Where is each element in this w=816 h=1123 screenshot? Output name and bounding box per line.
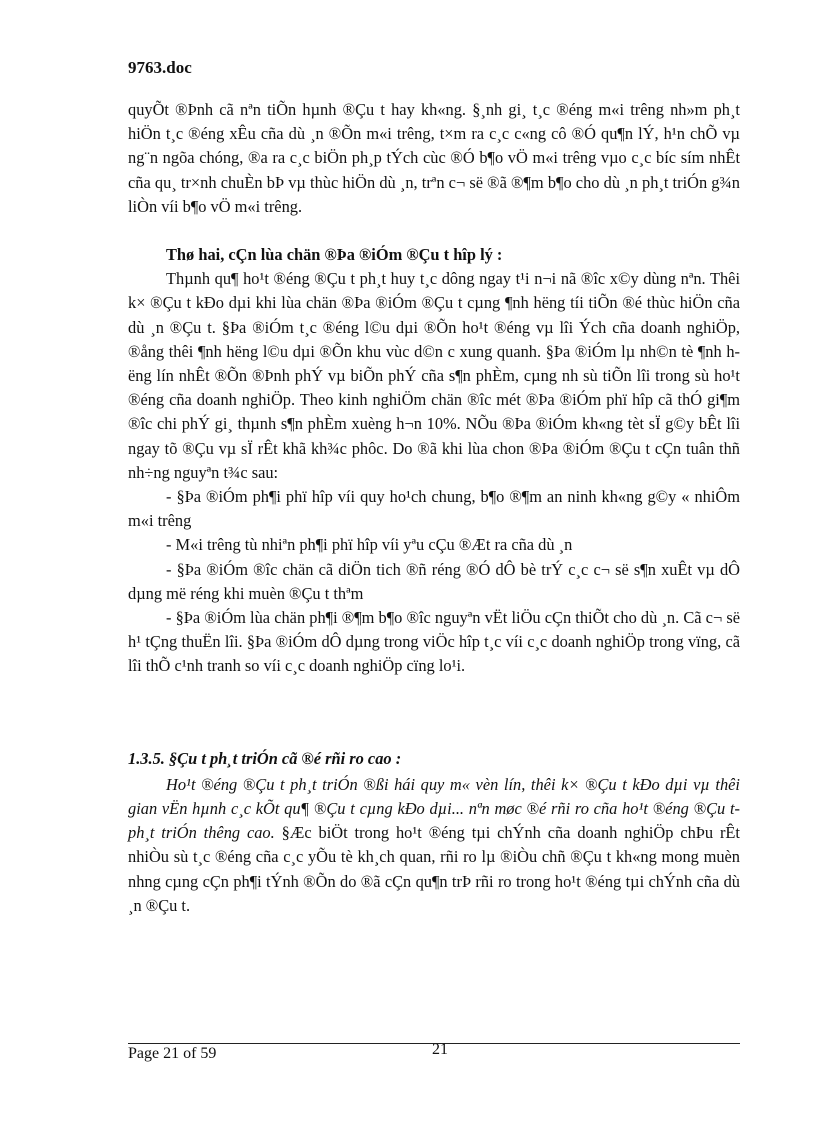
bullet-item: - §Þa ®iÓm ph¶i phï hîp víi quy ho¹ch chung, b¶o ®¶m an ninh kh«ng g©y « nhiÔm m«i trêng: [128, 487, 740, 531]
spacer: [128, 219, 740, 243]
document-filename: 9763.doc: [128, 58, 192, 77]
document-body: [128, 98, 740, 918]
paragraph: [128, 773, 740, 918]
subheading: Thø hai, cÇn lùa chän ®Þa ®iÓm ®Çu t hîp lý :: [166, 245, 503, 265]
paragraph-normal-part: §Æc biÖt trong ho¹t ®éng tµi chÝnh cña doanh nghiÖp chÞu rÊt nhiÒu sù t¸c ®éng cña c¸c yÕu tè kh¸ch quan, rñi ro lµ ®iÒu chñ ®Çu t kh«ng mong muèn nhng cµng cÇn ph¶i tÝnh ®Õn do ®ã cÇn qu¶n trÞ rñi ro trong ho¹t ®éng tµi chÝnh cña dù ¸n ®Çu t.: [128, 823, 740, 915]
bullet-item: - §Þa ®iÓm ®îc chän cã diÖn tich ®ñ réng ®Ó dÔ bè trÝ c¸c c¬ së s¶n xuÊt vµ dÔ dµng më réng khi muèn ®Çu t thªm: [128, 559, 740, 603]
paragraph-italic-part: Ho¹t ®éng ®Çu t ph¸t triÓn ®ßi hái quy m« vèn lín, thêi k× ®Çu t kÐo dµi vµ thêi gian vËn hµnh c¸c kÕt qu¶ ®Çu t cµng kÐo dµi... nªn møc ®é rñi ro cña ho¹t ®éng ®Çu t ph¸t triÓn thêng cao.: [128, 774, 740, 843]
footer-page-number: 21: [432, 1041, 448, 1058]
paragraph: Thµnh qu¶ ho¹t ®éng ®Çu t ph¸t huy t¸c dông ngay t¹i n¬i nã ®îc x©y dùng nªn. Thêi k× ®Çu t kÐo dµi khi lùa chän ®Þa ®iÓm ®Çu t cµng ¶nh hëng tíi tiÕn ®é thùc hiÖn cña dù ¸n ®Çu t. §Þa ®iÓm t¸c ®éng l©u dµi ®Õn ho¹t ®éng vµ lîi Ých cña doanh nghiÖp, ®ång thêi ¶nh hëng l©u dµi ®Õn khu vùc d©n c xung quanh. §Þa ®iÓm lµ nh©n tè ¶nh hëng lín nhÊt ®Õn ®Þnh phÝ vµ biÕn phÝ cña s¶n phÈm, cµng nh sù tiÕn lîi trong sù ho¹t ®éng cña doanh nghiÖp. Theo kinh nghiÖm chän ®îc mét ®Þa ®iÓm phï hîp cã thÓ gi¶m ®îc chi phÝ gi¸ thµnh s¶n phÈm xuèng h¬n 10%. NÕu ®Þa ®iÓm kh«ng tèt sÏ g©y bÊt lîi ngay tõ ®Çu vµ sÏ rÊt khã kh¾c phôc. Do ®ã khi lùa chon ®Þa ®iÓm ®Çu t cÇn tuân thñ nh÷ng nguyªn t¾c sau:: [128, 269, 740, 482]
paragraph: quyÕt ®Þnh cã nªn tiÕn hµnh ®Çu t hay kh«ng. §¸nh gi¸ t¸c ®éng m«i trêng nh»m ph¸t hiÖn t¸c ®éng xÊu cña dù ¸n ®Õn m«i trêng, t×m ra c¸c c«ng cô ®Ó qu¶n lÝ, h¹n chÕ vµ ng¨n ngõa chóng, ®a ra c¸c biÖn ph¸p tÝch cùc ®Ó b¶o vÖ m«i trêng vµo c¸c bíc sím nhÊt cña qu¸ tr×nh chuÈn bÞ vµ thùc hiÖn dù ¸n, trªn c¬ së ®ã ®¶m b¶o cho dù ¸n ph¸t triÓn g¾n liÒn víi b¶o vÖ m«i trêng.: [128, 100, 740, 216]
bullet-item: - M«i trêng tù nhiªn ph¶i phï hîp víi yªu cÇu ®Æt ra cña dù ¸n: [166, 535, 573, 555]
footer-page-label: Page 21 of 59: [128, 1045, 217, 1062]
bullet-item: - §Þa ®iÓm lùa chän ph¶i ®¶m b¶o ®îc nguyªn vËt liÖu cÇn thiÕt cho dù ¸n. Cã c¬ së h¹ tÇng thuËn lîi. §Þa ®iÓm dÔ dµng trong viÖc hîp t¸c víi c¸c doanh nghiÖp trong vïng, cã lîi thÕ c¹nh tranh so víi c¸c doanh nghiÖp cïng lo¹i.: [128, 608, 740, 676]
section-heading: 1.3.5. §Çu t ph¸t triÓn cã ®é rñi ro cao :: [128, 748, 402, 768]
spacer: [128, 679, 740, 747]
